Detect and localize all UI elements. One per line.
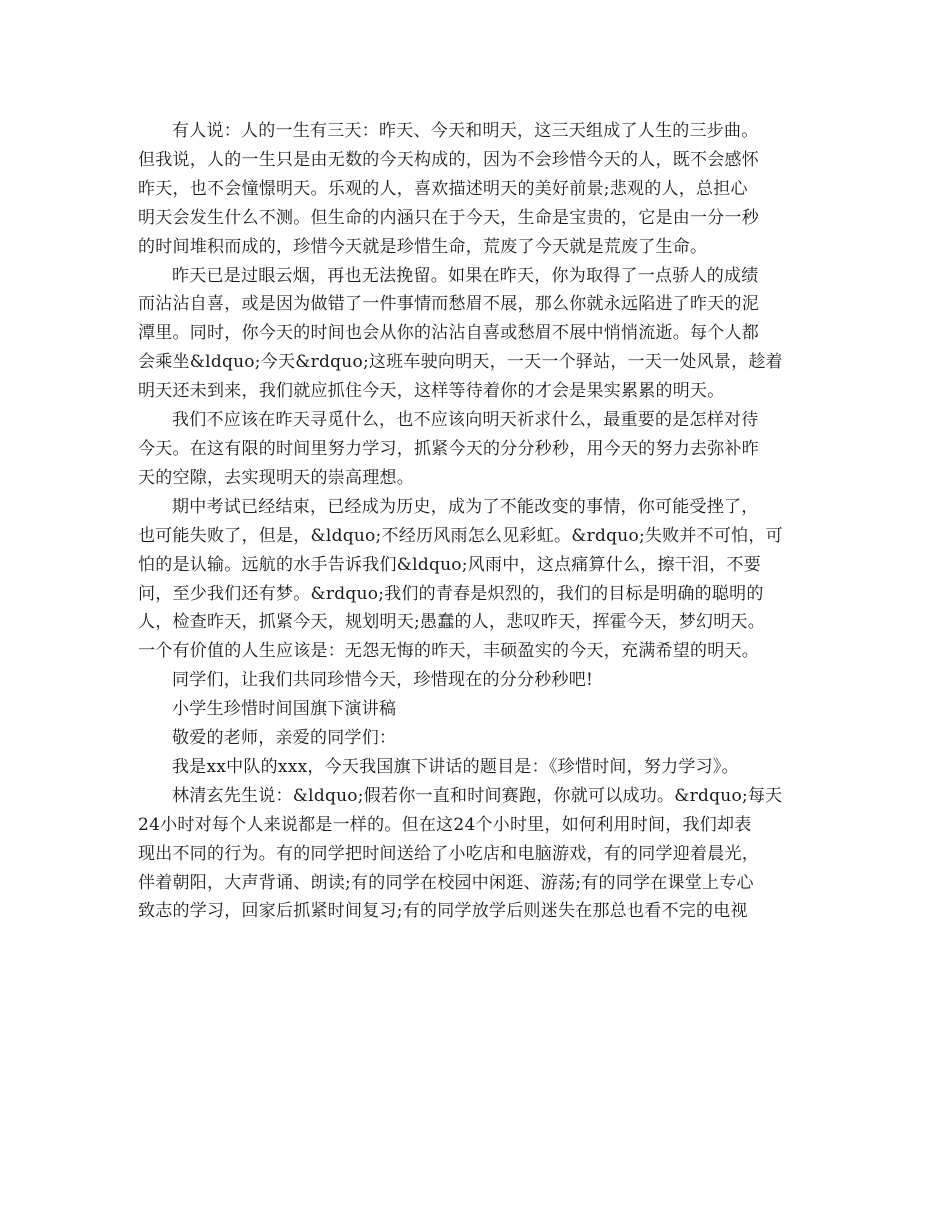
paragraph bbox=[138, 666, 828, 695]
text-line: 潭里。同时，你今天的时间也会从你的沾沾自喜或愁眉不展中悄悄流逝。每个人都 bbox=[138, 323, 759, 344]
text-line: 昨天，也不会憧憬明天。乐观的人，喜欢描述明天的美好前景;悲观的人，总担心 bbox=[138, 178, 748, 199]
text-line: 我们不应该在昨天寻觅什么，也不应该向明天祈求什么，最重要的是怎样对待 bbox=[172, 410, 759, 431]
text-line: 人，检查昨天，抓紧今天，规划明天;愚蠢的人，悲叹昨天，挥霍今天，梦幻明天。 bbox=[138, 612, 765, 633]
text-line: 明天会发生什么不测。但生命的内涵只在于今天，生命是宝贵的，它是由一分一秒 bbox=[138, 207, 759, 228]
text-line: 期中考试已经结束，已经成为历史，成为了不能改变的事情，你可能受挫了， bbox=[172, 496, 759, 517]
paragraph bbox=[138, 782, 828, 927]
paragraph bbox=[138, 262, 828, 407]
text-line: 一个有价值的人生应该是：无怨无悔的昨天，丰硕盈实的今天，充满希望的明天。 bbox=[138, 641, 759, 662]
text-line: 现出不同的行为。有的同学把时间送给了小吃店和电脑游戏，有的同学迎着晨光， bbox=[138, 843, 759, 864]
text-line: 也可能失败了，但是，&ldquo;不经历风雨怎么见彩虹。&rdquo;失败并不可怕，可 bbox=[138, 525, 783, 546]
text-line: 有人说：人的一生有三天：昨天、今天和明天，这三天组成了人生的三步曲。 bbox=[172, 121, 759, 141]
text-line: 24小时对每个人来说都是一样的。但在这24个小时里，如何利用时间，我们却表 bbox=[138, 814, 752, 835]
text-line: 我是xx中队的xxx，今天我国旗下讲话的题目是：《珍惜时间，努力学习》。 bbox=[172, 756, 739, 777]
text-line: 明天还未到来，我们就应抓住今天，这样等待着你的才会是果实累累的明天。 bbox=[138, 381, 725, 402]
paragraph bbox=[138, 117, 828, 262]
text-line: 同学们，让我们共同珍惜今天，珍惜现在的分分秒秒吧! bbox=[172, 670, 594, 691]
text-line: 今天。在这有限的时间里努力学习，抓紧今天的分分秒秒，用今天的努力去弥补昨 bbox=[138, 438, 759, 459]
text-line: 的时间堆积而成的，珍惜今天就是珍惜生命，荒废了今天就是荒废了生命。 bbox=[138, 236, 708, 257]
text-line: 致志的学习，回家后抓紧时间复习;有的同学放学后则迷失在那总也看不完的电视 bbox=[138, 901, 748, 922]
text-line: 天的空隙，去实现明天的崇高理想。 bbox=[138, 467, 414, 488]
text-line: 而沾沾自喜，或是因为做错了一件事情而愁眉不展，那么你就永远陷进了昨天的泥 bbox=[138, 294, 759, 315]
text-line: 敬爱的老师，亲爱的同学们： bbox=[172, 728, 397, 749]
text-line: 问，至少我们还有梦。&rdquo;我们的青春是炽烈的，我们的目标是明确的聪明的 bbox=[138, 583, 764, 604]
paragraph bbox=[138, 695, 828, 724]
text-line: 会乘坐&ldquo;今天&rdquo;这班车驶向明天，一天一个驿站，一天一处风景，趁着 bbox=[138, 352, 783, 373]
text-line: 但我说，人的一生只是由无数的今天构成的，因为不会珍惜今天的人，既不会感怀 bbox=[138, 149, 759, 170]
paragraph bbox=[138, 753, 828, 782]
text-line: 小学生珍惜时间国旗下演讲稿 bbox=[172, 699, 397, 720]
paragraph bbox=[138, 493, 828, 666]
text-line: 怕的是认输。远航的水手告诉我们&ldquo;风雨中，这点痛算什么，擦干泪，不要 bbox=[138, 554, 761, 575]
text-line: 林清玄先生说：&ldquo;假若你一直和时间赛跑，你就可以成功。&rdquo;每天 bbox=[172, 785, 783, 806]
paragraph bbox=[138, 724, 828, 753]
paragraph bbox=[138, 406, 828, 493]
text-line: 昨天已是过眼云烟，再也无法挽留。如果在昨天，你为取得了一点骄人的成绩 bbox=[172, 265, 759, 286]
text-line: 伴着朝阳，大声背诵、朗读;有的同学在校园中闲逛、游荡;有的同学在课堂上专心 bbox=[138, 872, 754, 893]
document-body bbox=[138, 117, 828, 926]
